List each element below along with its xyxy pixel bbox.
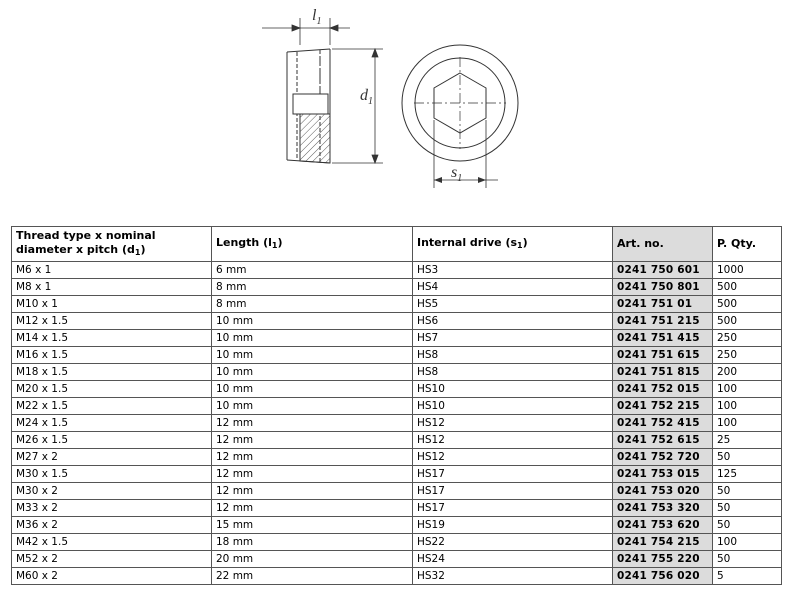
thread-cell: M16 x 1.5 (12, 347, 212, 364)
table-row (12, 347, 782, 364)
qty-cell: 25 (713, 432, 782, 449)
technical-drawing (0, 0, 790, 215)
table-header-row (12, 227, 782, 262)
length-cell: 12 mm (212, 483, 413, 500)
table-row (12, 517, 782, 534)
thread-cell: M18 x 1.5 (12, 364, 212, 381)
drive-cell: HS7 (413, 330, 613, 347)
drive-cell: HS8 (413, 364, 613, 381)
table-row (12, 313, 782, 330)
drive-cell: HS22 (413, 534, 613, 551)
thread-cell: M42 x 1.5 (12, 534, 212, 551)
qty-cell: 5 (713, 568, 782, 585)
front-view (402, 45, 518, 188)
qty-cell: 100 (713, 398, 782, 415)
drive-cell: HS8 (413, 347, 613, 364)
art-no-cell: 0241 753 320 (613, 500, 713, 517)
table-row (12, 279, 782, 296)
thread-cell: M22 x 1.5 (12, 398, 212, 415)
thread-cell: M12 x 1.5 (12, 313, 212, 330)
thread-cell: M20 x 1.5 (12, 381, 212, 398)
table-row (12, 483, 782, 500)
table-row (12, 296, 782, 313)
thread-cell: M6 x 1 (12, 262, 212, 279)
qty-cell: 125 (713, 466, 782, 483)
qty-cell: 250 (713, 330, 782, 347)
thread-cell: M27 x 2 (12, 449, 212, 466)
art-no-cell: 0241 753 015 (613, 466, 713, 483)
drive-dimension-label: $s_1$ (451, 164, 463, 184)
art-no-cell: 0241 753 020 (613, 483, 713, 500)
drive-cell: HS17 (413, 500, 613, 517)
art-no-cell: 0241 751 415 (613, 330, 713, 347)
table-row (12, 432, 782, 449)
length-cell: 8 mm (212, 279, 413, 296)
qty-cell: 100 (713, 415, 782, 432)
drive-cell: HS24 (413, 551, 613, 568)
table-row (12, 551, 782, 568)
header-art-no: Art. no. (613, 227, 713, 262)
length-dimension-label: $l_1$ (312, 7, 322, 27)
thread-cell: M10 x 1 (12, 296, 212, 313)
table-row (12, 262, 782, 279)
art-no-cell: 0241 751 815 (613, 364, 713, 381)
qty-cell: 500 (713, 296, 782, 313)
art-no-cell: 0241 756 020 (613, 568, 713, 585)
length-cell: 12 mm (212, 432, 413, 449)
thread-cell: M60 x 2 (12, 568, 212, 585)
length-cell: 6 mm (212, 262, 413, 279)
table-row (12, 381, 782, 398)
qty-cell: 200 (713, 364, 782, 381)
qty-cell: 100 (713, 534, 782, 551)
qty-cell: 1000 (713, 262, 782, 279)
art-no-cell: 0241 750 601 (613, 262, 713, 279)
length-cell: 8 mm (212, 296, 413, 313)
thread-cell: M30 x 1.5 (12, 466, 212, 483)
diameter-dimension (332, 49, 383, 163)
qty-cell: 500 (713, 313, 782, 330)
diameter-dimension-label: $d_1$ (360, 87, 373, 107)
art-no-cell: 0241 752 415 (613, 415, 713, 432)
drive-cell: HS12 (413, 415, 613, 432)
thread-cell: M24 x 1.5 (12, 415, 212, 432)
thread-cell: M36 x 2 (12, 517, 212, 534)
length-cell: 20 mm (212, 551, 413, 568)
thread-cell: M26 x 1.5 (12, 432, 212, 449)
qty-cell: 100 (713, 381, 782, 398)
drive-cell: HS3 (413, 262, 613, 279)
art-no-cell: 0241 751 615 (613, 347, 713, 364)
header-drive: Internal drive $(s_1)$ (413, 227, 613, 262)
drive-cell: HS12 (413, 449, 613, 466)
art-no-cell: 0241 752 215 (613, 398, 713, 415)
table-row (12, 568, 782, 585)
art-no-cell: 0241 750 801 (613, 279, 713, 296)
drive-cell: HS19 (413, 517, 613, 534)
art-no-cell: 0241 753 620 (613, 517, 713, 534)
drive-cell: HS10 (413, 398, 613, 415)
drive-cell: HS17 (413, 466, 613, 483)
art-no-cell: 0241 751 01 (613, 296, 713, 313)
section-hatch (300, 114, 330, 163)
qty-cell: 250 (713, 347, 782, 364)
thread-cell: M52 x 2 (12, 551, 212, 568)
art-no-cell: 0241 752 015 (613, 381, 713, 398)
table-row (12, 330, 782, 347)
length-cell: 12 mm (212, 500, 413, 517)
thread-cell: M33 x 2 (12, 500, 212, 517)
thread-cell: M14 x 1.5 (12, 330, 212, 347)
length-cell: 18 mm (212, 534, 413, 551)
drive-cell: HS10 (413, 381, 613, 398)
length-cell: 10 mm (212, 347, 413, 364)
length-cell: 12 mm (212, 466, 413, 483)
length-cell: 12 mm (212, 449, 413, 466)
qty-cell: 50 (713, 551, 782, 568)
thread-cell: M8 x 1 (12, 279, 212, 296)
qty-cell: 500 (713, 279, 782, 296)
drive-cell: HS12 (413, 432, 613, 449)
table-row (12, 449, 782, 466)
table-row (12, 398, 782, 415)
length-cell: 10 mm (212, 364, 413, 381)
art-no-cell: 0241 752 720 (613, 449, 713, 466)
table-row (12, 415, 782, 432)
table-row (12, 500, 782, 517)
length-cell: 10 mm (212, 398, 413, 415)
length-cell: 12 mm (212, 415, 413, 432)
qty-cell: 50 (713, 449, 782, 466)
header-thread: Thread type x nominal diameter x pitch $(d_1)$ (12, 227, 212, 262)
art-no-cell: 0241 752 615 (613, 432, 713, 449)
qty-cell: 50 (713, 483, 782, 500)
header-length: Length $(l_1)$ (212, 227, 413, 262)
drive-cell: HS6 (413, 313, 613, 330)
length-cell: 10 mm (212, 330, 413, 347)
art-no-cell: 0241 755 220 (613, 551, 713, 568)
art-no-cell: 0241 751 215 (613, 313, 713, 330)
length-cell: 10 mm (212, 381, 413, 398)
header-qty: P. Qty. (713, 227, 782, 262)
drive-cell: HS32 (413, 568, 613, 585)
spec-table (11, 226, 782, 585)
table-row (12, 466, 782, 483)
qty-cell: 50 (713, 517, 782, 534)
table-row (12, 534, 782, 551)
length-cell: 15 mm (212, 517, 413, 534)
art-no-cell: 0241 754 215 (613, 534, 713, 551)
length-cell: 10 mm (212, 313, 413, 330)
thread-cell: M30 x 2 (12, 483, 212, 500)
length-dimension (262, 18, 350, 45)
table-row (12, 364, 782, 381)
qty-cell: 50 (713, 500, 782, 517)
drive-cell: HS4 (413, 279, 613, 296)
drive-cell: HS5 (413, 296, 613, 313)
drive-cell: HS17 (413, 483, 613, 500)
length-cell: 22 mm (212, 568, 413, 585)
